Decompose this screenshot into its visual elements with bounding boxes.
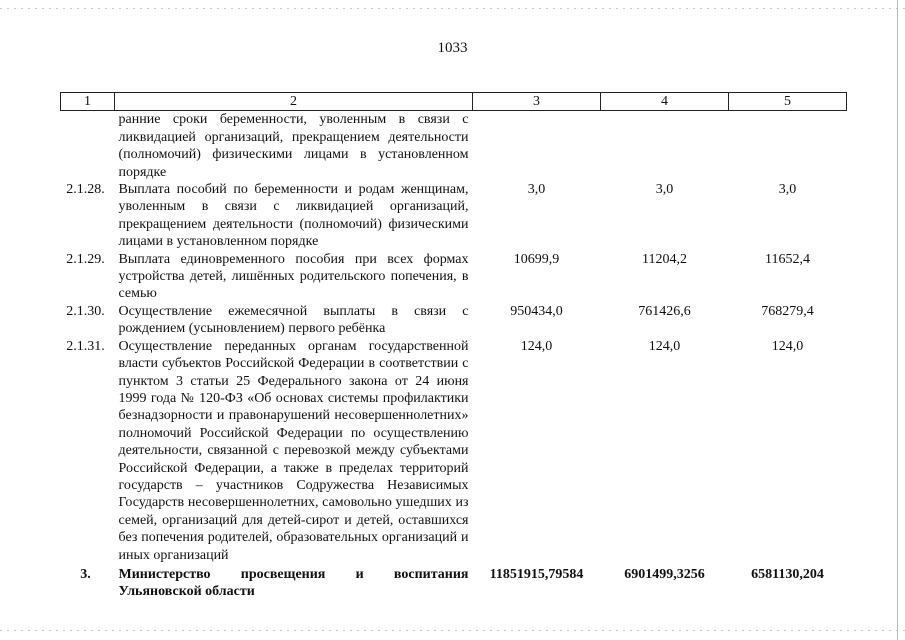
scan-artifact-top: [0, 8, 905, 9]
row-value-col5: 124,0: [771, 338, 804, 354]
table-row: [61, 251, 847, 303]
row-value-col5: 6581130,204: [751, 566, 824, 582]
row-number: 2.1.31.: [66, 338, 105, 354]
row-number: 2.1.28.: [66, 182, 105, 198]
scan-artifact-edge: [897, 0, 898, 640]
table-row: [61, 181, 847, 251]
row-description: Министерство просвещения и воспитания Ульяновской области: [118, 566, 469, 600]
row-number: 2.1.30.: [66, 303, 105, 319]
table-row: [61, 303, 847, 338]
row-value-col3: 950434,0: [510, 303, 563, 319]
row-value-col4: 124,0: [648, 338, 681, 354]
column-header: 2: [115, 93, 473, 111]
row-description: Осуществление переданных органам государственной власти субъектов Российской Федерации в соответствии с пунктом 3 статьи 25 Федерального закона от 24 июня 1999 года № 120-ФЗ «Об основах системы профилактики безнадзорности и правонарушений несовершеннолетних» полномочий Российской Федерации по осуществлению деятельности, связанной с перевозкой между субъектами Российской Федерации, а также в пределах территорий государств – участников Содружества Независимых Государств несовершеннолетних, самовольно ушедших из семей, организаций для детей-сирот и детей, оставшихся без попечения родителей, образовательных организаций и иных организаций: [118, 338, 469, 563]
column-header: 5: [729, 93, 847, 111]
column-header: 3: [473, 93, 601, 111]
scan-artifact-bottom: [0, 630, 905, 631]
row-value-col5: 11652,4: [765, 251, 810, 267]
row-value-col3: 11851915,79584: [489, 566, 584, 582]
budget-table: [60, 92, 847, 601]
row-value-col4: [601, 111, 729, 181]
table-row-total: [61, 564, 847, 601]
row-number: [61, 111, 115, 181]
column-header: 4: [601, 93, 729, 111]
row-value-col4: 3,0: [655, 182, 674, 198]
row-value-col5: 3,0: [778, 182, 797, 198]
row-description: ранние сроки беременности, уволенным в связи с ликвидацией организаций, прекращением деятельности (полномочий) физическими лицами в установленном порядке: [118, 112, 469, 180]
row-value-col4: 761426,6: [638, 303, 691, 319]
row-number: 3.: [80, 566, 91, 582]
row-description: Выплата единовременного пособия при всех формах устройства детей, лишённых родительского попечения, в семью: [118, 251, 469, 302]
row-value-col3: 10699,9: [513, 251, 560, 267]
table-header-row: [61, 93, 847, 111]
table-row: [61, 111, 847, 181]
row-value-col3: [473, 111, 601, 181]
row-value-col4: 11204,2: [642, 251, 687, 267]
row-value-col3: 3,0: [527, 182, 546, 198]
table-row: [61, 338, 847, 564]
row-description: Осуществление ежемесячной выплаты в связи с рождением (усыновлением) первого ребёнка: [118, 303, 469, 337]
column-header: 1: [61, 93, 115, 111]
row-value-col5: 768279,4: [761, 303, 814, 319]
row-value-col3: 124,0: [520, 338, 553, 354]
row-value-col4: 6901499,3256: [624, 566, 705, 582]
row-number: 2.1.29.: [66, 251, 105, 267]
row-description: Выплата пособий по беременности и родам женщинам, уволенным в связи с ликвидацией организаций, прекращением деятельности (полномочий) физическими лицами в установленном порядке: [118, 182, 469, 250]
row-value-col5: [729, 111, 847, 181]
page-number: 1033: [437, 40, 468, 56]
